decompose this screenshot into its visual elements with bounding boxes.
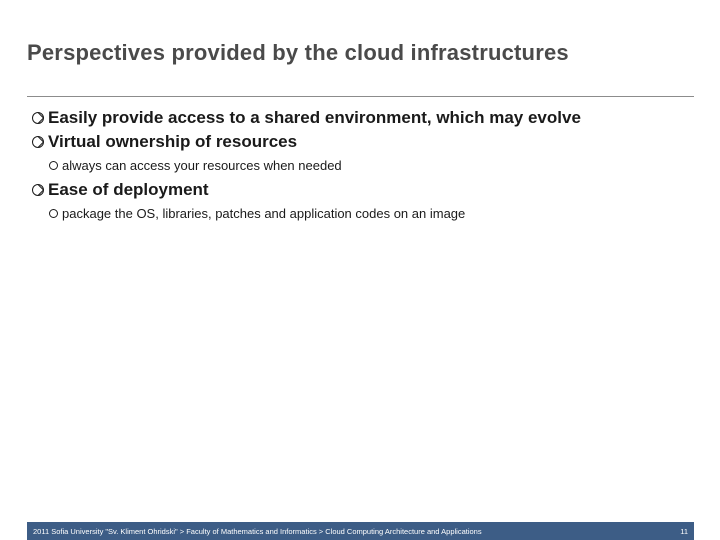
half-circle-bullet-icon <box>31 111 45 125</box>
bullet-list <box>31 106 691 226</box>
sub-bullet-text: package the OS, libraries, patches and application codes on an image <box>62 205 466 221</box>
bullet-item-ease-of-deployment <box>31 178 691 202</box>
sub-bullet-text: always can access your resources when needed <box>62 157 342 173</box>
bullet-item-virtual-ownership <box>31 130 691 154</box>
hollow-circle-bullet-icon <box>48 208 59 219</box>
slide-footer <box>27 522 694 540</box>
hollow-circle-bullet-icon <box>48 160 59 171</box>
bullet-text: Ease of deployment <box>48 180 209 199</box>
sub-bullet-item-access-resources <box>31 154 691 176</box>
bullet-text: Virtual ownership of resources <box>48 132 298 151</box>
bullet-text: Easily provide access to a shared environment, which may evolve <box>48 108 581 127</box>
page-number: 11 <box>680 526 688 536</box>
half-circle-bullet-icon <box>31 135 45 149</box>
title-divider <box>27 96 694 97</box>
bullet-item-shared-environment <box>31 106 691 130</box>
sub-bullet-item-package-image <box>31 202 691 224</box>
slide-title: Perspectives provided by the cloud infrastructures <box>27 40 569 65</box>
half-circle-bullet-icon <box>31 183 45 197</box>
footer-text: 2011 Sofia University "Sv. Kliment Ohridski" > Faculty of Mathematics and Informatics > Cloud Computing Architecture and Applications <box>33 526 482 536</box>
